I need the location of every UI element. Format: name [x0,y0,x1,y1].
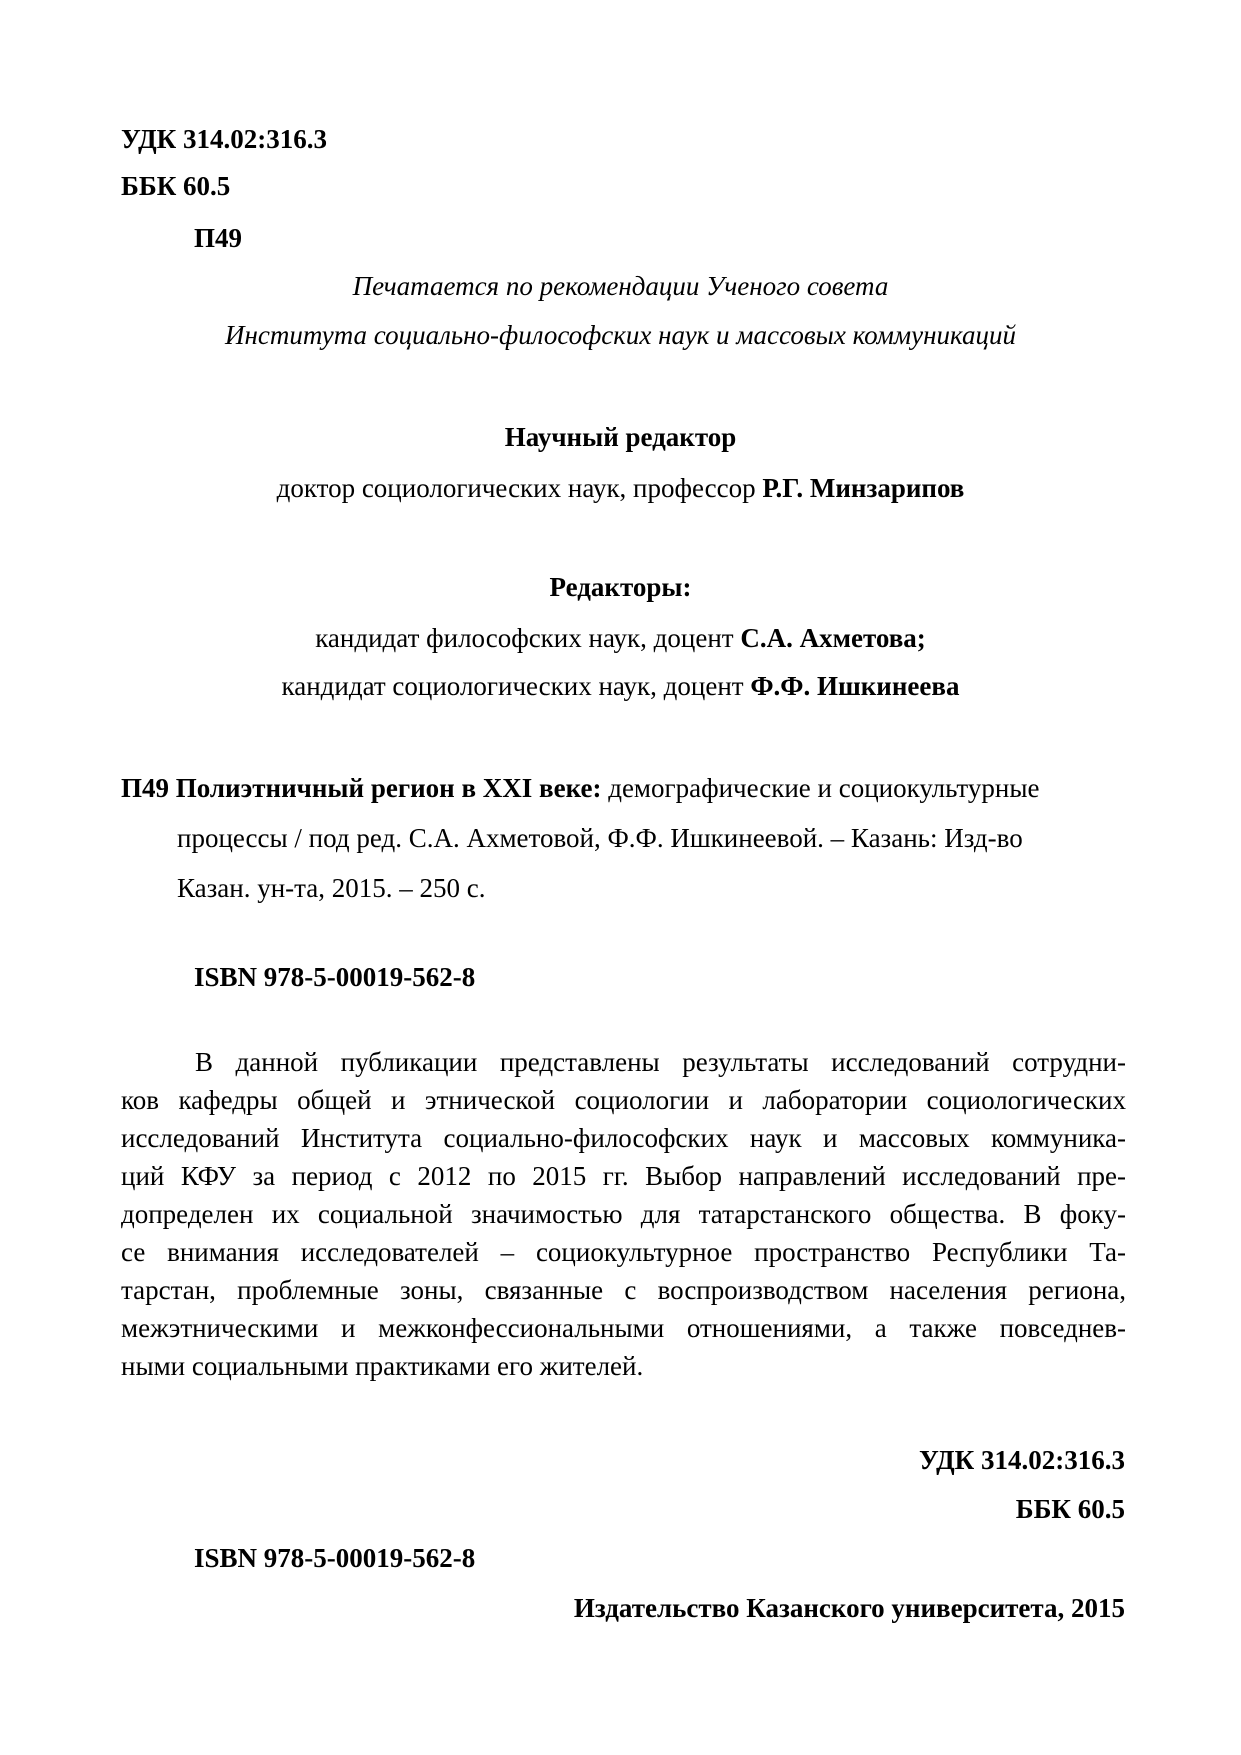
scientific-editor-name: Р.Г. Минзарипов [762,473,965,503]
footer-bbk: ББК 60.5 [1015,1494,1125,1524]
editor-line-1 [0,625,1241,652]
abstract-line: тарстан, проблемные зоны, связанные с воспроизводством населения региона, [121,1275,1126,1305]
abstract-line: ций КФУ за период с 2012 по 2015 гг. Выбор направлений исследований пре- [121,1161,1126,1191]
bibliographic-line-3: Казан. ун-та, 2015. – 250 с. [177,873,486,903]
publisher: Издательство Казанского университета, 2015 [573,1593,1125,1623]
author-mark: П49 [194,223,243,253]
abstract-line: В данной публикации представлены результаты исследований сотрудни- [195,1047,1126,1077]
recommendation-line-1: Печатается по рекомендации Ученого совета [352,271,889,301]
abstract-line: ными социальными практиками его жителей. [121,1351,644,1381]
editor-title-2: кандидат социологических наук, доцент [281,671,744,701]
bibliographic-line-1 [121,775,1039,802]
editors-heading: Редакторы: [549,572,692,602]
isbn: ISBN 978-5-00019-562-8 [194,962,476,992]
bbk-code: ББК 60.5 [121,171,231,201]
abstract-line: се внимания исследователей – социокультурное пространство Республики Та- [121,1237,1126,1267]
editor-title-1: кандидат философских наук, доцент [315,623,734,653]
scientific-editor-line [0,475,1241,502]
editor-line-2 [0,673,1241,700]
book-subtitle: демографические и социокультурные [608,773,1040,803]
abstract-line: межэтническими и межконфессиональными отношениями, а также повседнев- [121,1313,1126,1343]
recommendation-line-2: Института социально-философских наук и массовых коммуникаций [225,320,1016,350]
footer-isbn: ISBN 978-5-00019-562-8 [194,1543,476,1573]
editor-name-2: Ф.Ф. Ишкинеева [750,671,960,701]
abstract-line: допределен их социальной значимостью для татарстанского общества. В фоку- [121,1199,1126,1229]
scientific-editor-heading: Научный редактор [504,422,737,452]
abstract-paragraph [121,1043,1126,1385]
abstract-line: исследований Института социально-философских наук и массовых коммуника- [121,1123,1126,1153]
udk-code: УДК 314.02:316.3 [121,124,327,154]
bibliographic-line-2: процессы / под ред. С.А. Ахметовой, Ф.Ф. Ишкинеевой. – Казань: Изд-во [177,823,1023,853]
scientific-editor-title: доктор социологических наук, профессор [276,473,756,503]
book-code-title: П49 Полиэтничный регион в XXI веке: [121,773,602,803]
editor-name-1: С.А. Ахметова; [740,623,926,653]
abstract-line: ков кафедры общей и этнической социологии и лаборатории социологических [121,1085,1126,1115]
footer-udk: УДК 314.02:316.3 [919,1445,1125,1475]
